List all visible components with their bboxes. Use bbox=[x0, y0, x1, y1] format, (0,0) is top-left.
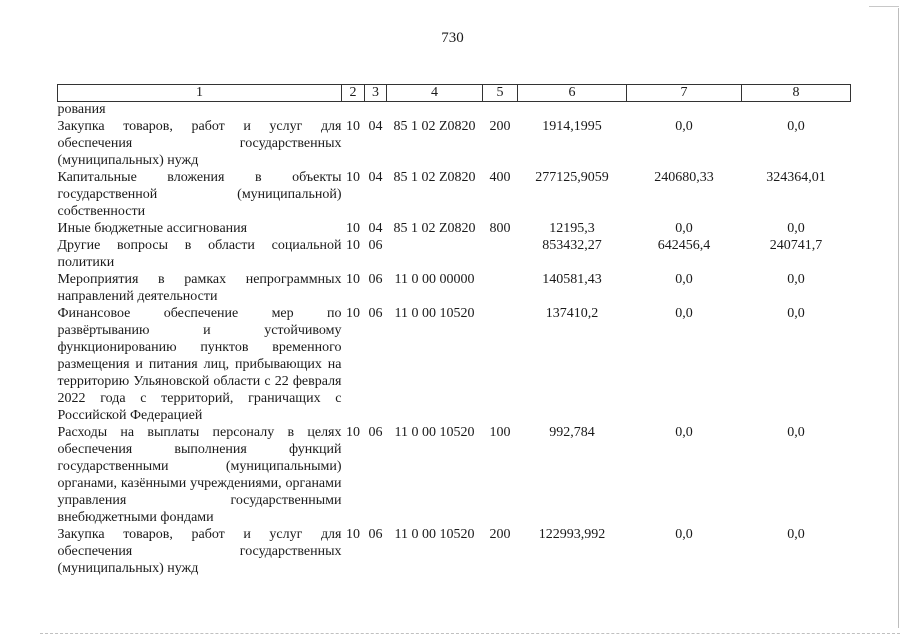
row-expense-type bbox=[483, 305, 518, 424]
row-target-code: 85 1 02 Z0820 bbox=[393, 170, 476, 185]
row-amount-col8: 0,0 bbox=[787, 527, 805, 542]
row-name: Закупка товаров, работ и услуг для обеспечения государственных (муниципальных) нужд bbox=[57, 119, 342, 168]
row-amount-col7: 0,0 bbox=[675, 221, 693, 236]
column-header: 3 bbox=[365, 85, 387, 102]
row-target-code bbox=[387, 102, 483, 119]
row-target-code: 11 0 00 10520 bbox=[394, 306, 475, 321]
row-subsection bbox=[365, 102, 387, 119]
row-subsection: 06 bbox=[368, 425, 383, 440]
row-section: 10 bbox=[346, 527, 360, 542]
row-name: Капитальные вложения в объекты государственной (муниципальной) собственности bbox=[57, 170, 342, 219]
table-row bbox=[58, 118, 851, 169]
row-amount-col6 bbox=[518, 102, 627, 119]
row-subsection: 06 bbox=[368, 306, 383, 321]
row-subsection: 04 bbox=[368, 170, 383, 185]
row-section: 10 bbox=[346, 170, 360, 185]
column-header: 1 bbox=[58, 85, 342, 102]
table-row bbox=[58, 220, 851, 237]
row-section: 10 bbox=[346, 221, 360, 236]
row-section: 10 bbox=[346, 272, 360, 287]
row-amount-col8: 0,0 bbox=[787, 306, 805, 321]
row-expense-type: 200 bbox=[489, 119, 511, 134]
row-amount-col6: 992,784 bbox=[549, 425, 595, 440]
row-section bbox=[342, 102, 365, 119]
row-subsection: 04 bbox=[368, 119, 383, 134]
row-name: Другие вопросы в области социальной политики bbox=[57, 238, 342, 270]
column-header: 8 bbox=[742, 85, 851, 102]
column-header: 4 bbox=[387, 85, 483, 102]
page-number: 730 bbox=[441, 30, 464, 46]
row-subsection: 04 bbox=[368, 221, 383, 236]
row-subsection: 06 bbox=[368, 272, 383, 287]
row-name: Мероприятия в рамках непрограммных направлений деятельности bbox=[57, 272, 342, 304]
row-amount-col8: 324364,01 bbox=[766, 170, 826, 185]
table-row bbox=[58, 271, 851, 305]
table-row bbox=[58, 169, 851, 220]
row-amount-col7: 642456,4 bbox=[657, 238, 711, 253]
row-amount-col7: 0,0 bbox=[675, 527, 693, 542]
column-header: 5 bbox=[483, 85, 518, 102]
row-amount-col6: 137410,2 bbox=[545, 306, 599, 321]
row-expense-type bbox=[483, 271, 518, 305]
scan-edge-right bbox=[898, 8, 899, 628]
row-amount-col7: 240680,33 bbox=[654, 170, 714, 185]
row-target-code: 11 0 00 10520 bbox=[394, 425, 475, 440]
row-section: 10 bbox=[346, 119, 360, 134]
row-section: 10 bbox=[346, 238, 360, 253]
column-header: 2 bbox=[342, 85, 365, 102]
row-subsection: 06 bbox=[368, 238, 383, 253]
row-expense-type: 800 bbox=[489, 221, 511, 236]
row-name: Расходы на выплаты персоналу в целях обеспечения выполнения функций государственными (муниципальными) органами, казёнными учреждениями, органами управления государственными внебюджетными фондами bbox=[57, 425, 342, 525]
table-header-row bbox=[58, 85, 851, 102]
row-amount-col6: 1914,1995 bbox=[542, 119, 602, 134]
row-name: Иные бюджетные ассигнования bbox=[57, 221, 248, 236]
table-row bbox=[58, 526, 851, 577]
row-amount-col6: 853432,27 bbox=[542, 238, 602, 253]
scan-edge-bottom bbox=[40, 633, 900, 634]
row-amount-col8 bbox=[742, 102, 851, 119]
row-amount-col6: 140581,43 bbox=[542, 272, 602, 287]
row-amount-col8: 0,0 bbox=[787, 119, 805, 134]
row-name: рования bbox=[57, 102, 106, 117]
row-amount-col6: 277125,9059 bbox=[535, 170, 609, 185]
row-subsection: 06 bbox=[368, 527, 383, 542]
row-amount-col7: 0,0 bbox=[675, 119, 693, 134]
row-amount-col8: 0,0 bbox=[787, 272, 805, 287]
row-target-code: 11 0 00 00000 bbox=[394, 272, 475, 287]
row-target-code: 11 0 00 10520 bbox=[394, 527, 475, 542]
budget-table bbox=[57, 84, 851, 577]
row-amount-col6: 122993,992 bbox=[538, 527, 606, 542]
row-target-code: 85 1 02 Z0820 bbox=[393, 221, 476, 236]
scan-edge-top bbox=[869, 6, 899, 7]
column-header: 7 bbox=[627, 85, 742, 102]
row-section: 10 bbox=[346, 306, 360, 321]
row-amount-col8: 240741,7 bbox=[769, 238, 823, 253]
table-row bbox=[58, 102, 851, 119]
row-amount-col7: 0,0 bbox=[675, 306, 693, 321]
row-target-code bbox=[387, 237, 483, 271]
row-amount-col8: 0,0 bbox=[787, 425, 805, 440]
row-expense-type: 100 bbox=[489, 425, 511, 440]
table-row bbox=[58, 305, 851, 424]
row-amount-col6: 12195,3 bbox=[549, 221, 595, 236]
table-row bbox=[58, 424, 851, 526]
row-name: Закупка товаров, работ и услуг для обеспечения государственных (муниципальных) нужд bbox=[57, 527, 342, 576]
row-amount-col8: 0,0 bbox=[787, 221, 805, 236]
row-expense-type bbox=[483, 102, 518, 119]
row-section: 10 bbox=[346, 425, 360, 440]
row-amount-col7: 0,0 bbox=[675, 272, 693, 287]
column-header: 6 bbox=[518, 85, 627, 102]
row-name: Финансовое обеспечение мер по развёртыванию и устойчивому функционированию пунктов временного размещения и питания лиц, прибывающих на территорию Ульяновской области с 22 февраля 2022 года с территорий, граничащих с Российской Федерацией bbox=[57, 306, 342, 423]
row-expense-type bbox=[483, 237, 518, 271]
row-amount-col7 bbox=[627, 102, 742, 119]
row-expense-type: 400 bbox=[489, 170, 511, 185]
row-amount-col7: 0,0 bbox=[675, 425, 693, 440]
row-target-code: 85 1 02 Z0820 bbox=[393, 119, 476, 134]
table-row bbox=[58, 237, 851, 271]
row-expense-type: 200 bbox=[489, 527, 511, 542]
